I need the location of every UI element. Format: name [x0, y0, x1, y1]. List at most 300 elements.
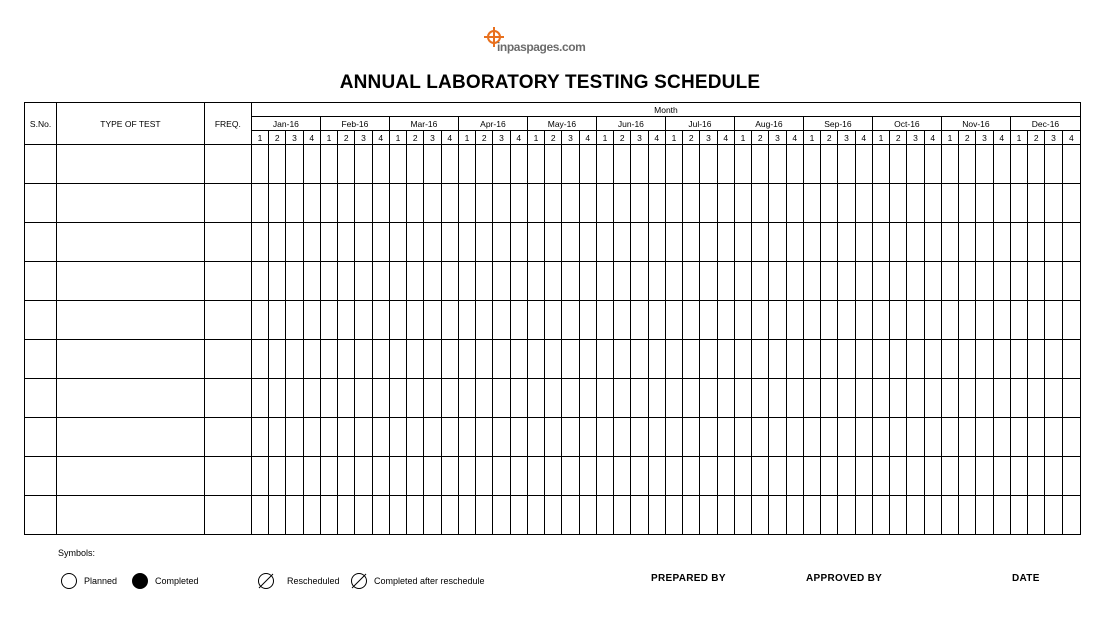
week-cell[interactable] [786, 496, 803, 535]
week-cell[interactable] [303, 418, 320, 457]
week-cell[interactable] [631, 301, 648, 340]
week-cell[interactable] [786, 418, 803, 457]
week-cell[interactable] [1062, 340, 1080, 379]
week-cell[interactable] [562, 223, 579, 262]
week-cell[interactable] [821, 379, 838, 418]
week-cell[interactable] [527, 301, 544, 340]
week-cell[interactable] [527, 223, 544, 262]
week-cell[interactable] [683, 184, 700, 223]
week-cell[interactable] [596, 496, 613, 535]
week-cell[interactable] [545, 223, 562, 262]
week-cell[interactable] [976, 145, 993, 184]
week-cell[interactable] [579, 223, 596, 262]
week-cell[interactable] [907, 184, 924, 223]
week-cell[interactable] [717, 301, 734, 340]
week-cell[interactable] [872, 301, 889, 340]
week-cell[interactable] [924, 418, 941, 457]
week-cell[interactable] [320, 145, 337, 184]
week-cell[interactable] [1045, 496, 1062, 535]
week-cell[interactable] [614, 496, 631, 535]
week-cell[interactable] [1062, 418, 1080, 457]
week-cell[interactable] [493, 418, 510, 457]
week-cell[interactable] [700, 223, 717, 262]
week-cell[interactable] [769, 184, 786, 223]
week-cell[interactable] [458, 418, 475, 457]
week-cell[interactable] [717, 340, 734, 379]
week-cell[interactable] [734, 418, 751, 457]
week-cell[interactable] [286, 379, 303, 418]
week-cell[interactable] [372, 223, 389, 262]
week-cell[interactable] [1010, 340, 1027, 379]
week-cell[interactable] [303, 301, 320, 340]
test-type-cell[interactable] [57, 301, 205, 340]
week-cell[interactable] [993, 418, 1010, 457]
week-cell[interactable] [907, 418, 924, 457]
week-cell[interactable] [752, 184, 769, 223]
week-cell[interactable] [269, 496, 286, 535]
week-cell[interactable] [700, 457, 717, 496]
week-cell[interactable] [303, 262, 320, 301]
week-cell[interactable] [303, 379, 320, 418]
week-cell[interactable] [389, 262, 406, 301]
week-cell[interactable] [752, 145, 769, 184]
week-cell[interactable] [579, 496, 596, 535]
week-cell[interactable] [803, 340, 820, 379]
week-cell[interactable] [596, 145, 613, 184]
week-cell[interactable] [855, 418, 872, 457]
week-cell[interactable] [596, 262, 613, 301]
week-cell[interactable] [821, 145, 838, 184]
week-cell[interactable] [545, 184, 562, 223]
week-cell[interactable] [700, 301, 717, 340]
week-cell[interactable] [286, 223, 303, 262]
week-cell[interactable] [648, 262, 665, 301]
week-cell[interactable] [700, 184, 717, 223]
week-cell[interactable] [872, 379, 889, 418]
week-cell[interactable] [579, 184, 596, 223]
week-cell[interactable] [803, 145, 820, 184]
week-cell[interactable] [579, 340, 596, 379]
week-cell[interactable] [476, 184, 493, 223]
week-cell[interactable] [545, 418, 562, 457]
test-type-cell[interactable] [57, 184, 205, 223]
week-cell[interactable] [303, 223, 320, 262]
week-cell[interactable] [1045, 145, 1062, 184]
week-cell[interactable] [372, 457, 389, 496]
week-cell[interactable] [355, 379, 372, 418]
test-type-cell[interactable] [57, 340, 205, 379]
week-cell[interactable] [752, 301, 769, 340]
week-cell[interactable] [907, 340, 924, 379]
week-cell[interactable] [1062, 223, 1080, 262]
week-cell[interactable] [493, 262, 510, 301]
week-cell[interactable] [424, 496, 441, 535]
week-cell[interactable] [855, 184, 872, 223]
week-cell[interactable] [476, 145, 493, 184]
week-cell[interactable] [596, 340, 613, 379]
week-cell[interactable] [890, 262, 907, 301]
test-type-cell[interactable] [57, 496, 205, 535]
week-cell[interactable] [683, 457, 700, 496]
week-cell[interactable] [579, 379, 596, 418]
week-cell[interactable] [320, 379, 337, 418]
week-cell[interactable] [838, 496, 855, 535]
week-cell[interactable] [976, 379, 993, 418]
week-cell[interactable] [1028, 145, 1045, 184]
week-cell[interactable] [614, 340, 631, 379]
week-cell[interactable] [493, 184, 510, 223]
week-cell[interactable] [251, 418, 268, 457]
week-cell[interactable] [1045, 184, 1062, 223]
week-cell[interactable] [527, 418, 544, 457]
test-type-cell[interactable] [57, 418, 205, 457]
week-cell[interactable] [683, 262, 700, 301]
week-cell[interactable] [458, 301, 475, 340]
week-cell[interactable] [407, 340, 424, 379]
week-cell[interactable] [269, 223, 286, 262]
week-cell[interactable] [372, 301, 389, 340]
week-cell[interactable] [959, 340, 976, 379]
week-cell[interactable] [734, 223, 751, 262]
week-cell[interactable] [286, 301, 303, 340]
week-cell[interactable] [769, 223, 786, 262]
week-cell[interactable] [596, 301, 613, 340]
week-cell[interactable] [941, 379, 958, 418]
week-cell[interactable] [993, 223, 1010, 262]
sno-cell[interactable] [25, 262, 57, 301]
week-cell[interactable] [320, 223, 337, 262]
week-cell[interactable] [527, 262, 544, 301]
week-cell[interactable] [372, 340, 389, 379]
sno-cell[interactable] [25, 184, 57, 223]
week-cell[interactable] [372, 379, 389, 418]
week-cell[interactable] [855, 496, 872, 535]
week-cell[interactable] [320, 184, 337, 223]
week-cell[interactable] [1028, 340, 1045, 379]
sno-cell[interactable] [25, 418, 57, 457]
week-cell[interactable] [476, 262, 493, 301]
week-cell[interactable] [441, 340, 458, 379]
week-cell[interactable] [303, 340, 320, 379]
week-cell[interactable] [631, 379, 648, 418]
week-cell[interactable] [855, 457, 872, 496]
week-cell[interactable] [372, 145, 389, 184]
week-cell[interactable] [821, 262, 838, 301]
sno-cell[interactable] [25, 379, 57, 418]
week-cell[interactable] [648, 457, 665, 496]
week-cell[interactable] [493, 340, 510, 379]
week-cell[interactable] [338, 418, 355, 457]
week-cell[interactable] [717, 418, 734, 457]
week-cell[interactable] [700, 379, 717, 418]
week-cell[interactable] [786, 223, 803, 262]
week-cell[interactable] [510, 223, 527, 262]
week-cell[interactable] [959, 457, 976, 496]
week-cell[interactable] [631, 340, 648, 379]
week-cell[interactable] [872, 418, 889, 457]
week-cell[interactable] [683, 496, 700, 535]
week-cell[interactable] [510, 301, 527, 340]
week-cell[interactable] [579, 457, 596, 496]
sno-cell[interactable] [25, 496, 57, 535]
week-cell[interactable] [631, 457, 648, 496]
week-cell[interactable] [890, 223, 907, 262]
week-cell[interactable] [752, 340, 769, 379]
week-cell[interactable] [424, 145, 441, 184]
week-cell[interactable] [717, 496, 734, 535]
week-cell[interactable] [320, 340, 337, 379]
frequency-cell[interactable] [204, 418, 251, 457]
week-cell[interactable] [372, 418, 389, 457]
week-cell[interactable] [1010, 262, 1027, 301]
week-cell[interactable] [769, 496, 786, 535]
week-cell[interactable] [545, 145, 562, 184]
week-cell[interactable] [476, 301, 493, 340]
week-cell[interactable] [1045, 340, 1062, 379]
week-cell[interactable] [665, 379, 682, 418]
week-cell[interactable] [510, 457, 527, 496]
week-cell[interactable] [734, 379, 751, 418]
week-cell[interactable] [665, 340, 682, 379]
week-cell[interactable] [562, 184, 579, 223]
week-cell[interactable] [545, 340, 562, 379]
week-cell[interactable] [545, 379, 562, 418]
week-cell[interactable] [890, 145, 907, 184]
frequency-cell[interactable] [204, 262, 251, 301]
week-cell[interactable] [251, 301, 268, 340]
week-cell[interactable] [441, 496, 458, 535]
week-cell[interactable] [890, 457, 907, 496]
week-cell[interactable] [476, 418, 493, 457]
week-cell[interactable] [752, 223, 769, 262]
week-cell[interactable] [320, 301, 337, 340]
week-cell[interactable] [562, 340, 579, 379]
week-cell[interactable] [786, 457, 803, 496]
week-cell[interactable] [596, 457, 613, 496]
week-cell[interactable] [752, 496, 769, 535]
week-cell[interactable] [665, 301, 682, 340]
week-cell[interactable] [941, 262, 958, 301]
week-cell[interactable] [1062, 184, 1080, 223]
week-cell[interactable] [1010, 379, 1027, 418]
week-cell[interactable] [1010, 496, 1027, 535]
week-cell[interactable] [786, 379, 803, 418]
week-cell[interactable] [320, 496, 337, 535]
frequency-cell[interactable] [204, 301, 251, 340]
week-cell[interactable] [493, 301, 510, 340]
week-cell[interactable] [890, 301, 907, 340]
week-cell[interactable] [734, 184, 751, 223]
week-cell[interactable] [838, 145, 855, 184]
week-cell[interactable] [614, 223, 631, 262]
week-cell[interactable] [458, 379, 475, 418]
week-cell[interactable] [838, 379, 855, 418]
frequency-cell[interactable] [204, 184, 251, 223]
week-cell[interactable] [821, 184, 838, 223]
week-cell[interactable] [424, 184, 441, 223]
week-cell[interactable] [1045, 262, 1062, 301]
week-cell[interactable] [855, 340, 872, 379]
week-cell[interactable] [786, 262, 803, 301]
week-cell[interactable] [855, 223, 872, 262]
frequency-cell[interactable] [204, 145, 251, 184]
week-cell[interactable] [665, 418, 682, 457]
week-cell[interactable] [320, 418, 337, 457]
week-cell[interactable] [355, 262, 372, 301]
week-cell[interactable] [389, 340, 406, 379]
week-cell[interactable] [389, 145, 406, 184]
week-cell[interactable] [424, 223, 441, 262]
week-cell[interactable] [286, 184, 303, 223]
week-cell[interactable] [545, 457, 562, 496]
week-cell[interactable] [441, 262, 458, 301]
week-cell[interactable] [683, 340, 700, 379]
week-cell[interactable] [717, 262, 734, 301]
week-cell[interactable] [872, 223, 889, 262]
week-cell[interactable] [286, 145, 303, 184]
week-cell[interactable] [389, 457, 406, 496]
week-cell[interactable] [665, 496, 682, 535]
week-cell[interactable] [614, 262, 631, 301]
week-cell[interactable] [769, 457, 786, 496]
week-cell[interactable] [251, 262, 268, 301]
week-cell[interactable] [286, 340, 303, 379]
week-cell[interactable] [941, 340, 958, 379]
week-cell[interactable] [993, 457, 1010, 496]
week-cell[interactable] [924, 496, 941, 535]
week-cell[interactable] [821, 340, 838, 379]
week-cell[interactable] [407, 262, 424, 301]
week-cell[interactable] [372, 262, 389, 301]
week-cell[interactable] [407, 184, 424, 223]
week-cell[interactable] [717, 223, 734, 262]
sno-cell[interactable] [25, 223, 57, 262]
week-cell[interactable] [338, 223, 355, 262]
week-cell[interactable] [407, 496, 424, 535]
week-cell[interactable] [355, 145, 372, 184]
week-cell[interactable] [355, 184, 372, 223]
week-cell[interactable] [476, 340, 493, 379]
week-cell[interactable] [510, 340, 527, 379]
week-cell[interactable] [251, 223, 268, 262]
week-cell[interactable] [441, 223, 458, 262]
week-cell[interactable] [734, 340, 751, 379]
week-cell[interactable] [476, 496, 493, 535]
week-cell[interactable] [441, 145, 458, 184]
week-cell[interactable] [286, 496, 303, 535]
week-cell[interactable] [355, 223, 372, 262]
frequency-cell[interactable] [204, 457, 251, 496]
week-cell[interactable] [1010, 418, 1027, 457]
week-cell[interactable] [993, 145, 1010, 184]
week-cell[interactable] [355, 418, 372, 457]
week-cell[interactable] [1062, 457, 1080, 496]
week-cell[interactable] [734, 145, 751, 184]
week-cell[interactable] [251, 340, 268, 379]
week-cell[interactable] [372, 496, 389, 535]
week-cell[interactable] [303, 145, 320, 184]
week-cell[interactable] [458, 184, 475, 223]
week-cell[interactable] [614, 301, 631, 340]
week-cell[interactable] [976, 496, 993, 535]
week-cell[interactable] [976, 262, 993, 301]
week-cell[interactable] [579, 145, 596, 184]
sno-cell[interactable] [25, 457, 57, 496]
week-cell[interactable] [786, 301, 803, 340]
week-cell[interactable] [976, 301, 993, 340]
week-cell[interactable] [1028, 262, 1045, 301]
week-cell[interactable] [303, 496, 320, 535]
week-cell[interactable] [717, 184, 734, 223]
week-cell[interactable] [510, 145, 527, 184]
week-cell[interactable] [821, 301, 838, 340]
week-cell[interactable] [320, 262, 337, 301]
week-cell[interactable] [562, 145, 579, 184]
week-cell[interactable] [700, 418, 717, 457]
week-cell[interactable] [959, 262, 976, 301]
week-cell[interactable] [890, 184, 907, 223]
week-cell[interactable] [1010, 145, 1027, 184]
week-cell[interactable] [976, 223, 993, 262]
week-cell[interactable] [976, 340, 993, 379]
week-cell[interactable] [562, 457, 579, 496]
week-cell[interactable] [631, 418, 648, 457]
week-cell[interactable] [458, 262, 475, 301]
week-cell[interactable] [838, 301, 855, 340]
week-cell[interactable] [907, 223, 924, 262]
week-cell[interactable] [683, 301, 700, 340]
week-cell[interactable] [959, 223, 976, 262]
week-cell[interactable] [458, 340, 475, 379]
week-cell[interactable] [631, 223, 648, 262]
week-cell[interactable] [251, 496, 268, 535]
week-cell[interactable] [769, 340, 786, 379]
week-cell[interactable] [493, 457, 510, 496]
week-cell[interactable] [683, 223, 700, 262]
week-cell[interactable] [734, 262, 751, 301]
test-type-cell[interactable] [57, 379, 205, 418]
week-cell[interactable] [648, 301, 665, 340]
week-cell[interactable] [407, 223, 424, 262]
week-cell[interactable] [510, 496, 527, 535]
week-cell[interactable] [545, 496, 562, 535]
week-cell[interactable] [734, 457, 751, 496]
week-cell[interactable] [389, 496, 406, 535]
week-cell[interactable] [769, 301, 786, 340]
week-cell[interactable] [441, 301, 458, 340]
week-cell[interactable] [338, 145, 355, 184]
week-cell[interactable] [665, 262, 682, 301]
week-cell[interactable] [683, 418, 700, 457]
week-cell[interactable] [562, 418, 579, 457]
week-cell[interactable] [890, 340, 907, 379]
week-cell[interactable] [510, 379, 527, 418]
week-cell[interactable] [976, 457, 993, 496]
week-cell[interactable] [769, 379, 786, 418]
week-cell[interactable] [424, 418, 441, 457]
week-cell[interactable] [872, 145, 889, 184]
week-cell[interactable] [924, 379, 941, 418]
week-cell[interactable] [717, 379, 734, 418]
week-cell[interactable] [458, 457, 475, 496]
week-cell[interactable] [614, 418, 631, 457]
week-cell[interactable] [648, 223, 665, 262]
week-cell[interactable] [700, 496, 717, 535]
week-cell[interactable] [890, 418, 907, 457]
week-cell[interactable] [717, 457, 734, 496]
week-cell[interactable] [769, 262, 786, 301]
week-cell[interactable] [1010, 223, 1027, 262]
